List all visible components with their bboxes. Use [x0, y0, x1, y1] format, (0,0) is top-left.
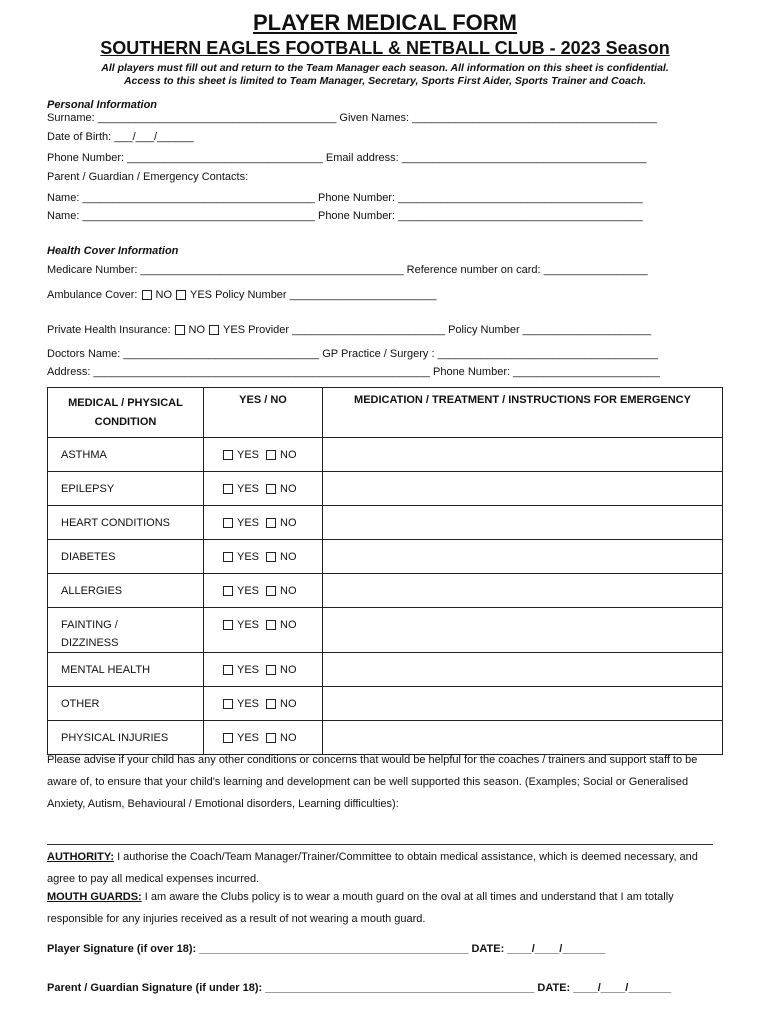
- parent-signature-field[interactable]: Parent / Guardian Signature (if under 18): ____________________________________________ DATE: ____/____/_______: [47, 982, 672, 994]
- mouth-guards-text: I am aware the Clubs policy is to wear a mouth guard on the oval at all times and understand that I am totally responsible for any injuries received as a result of not wearing a mouth guard.: [47, 891, 674, 925]
- no-label: NO: [280, 449, 297, 461]
- player-signature-field[interactable]: Player Signature (if over 18): ____________________________________________ DATE: ____/____/_______: [47, 943, 606, 955]
- no-checkbox[interactable]: [266, 518, 276, 528]
- yes-label: YES: [237, 551, 260, 563]
- condition-label: HEART CONDITIONS: [61, 517, 170, 529]
- instructions-cell[interactable]: [323, 540, 723, 574]
- contact-2-field[interactable]: Name: ______________________________________ Phone Number: ________________________________________: [47, 210, 643, 222]
- confidential-note: All players must fill out and return to the Team Manager each season. All information on this sheet is confidential.: [101, 62, 669, 74]
- instructions-cell[interactable]: [323, 472, 723, 506]
- no-label: NO: [280, 483, 297, 495]
- private-health-row: [47, 324, 651, 336]
- table-header-row: [48, 388, 723, 438]
- personal-info-heading: Personal Information: [47, 99, 158, 111]
- emergency-contacts-label: Parent / Guardian / Emergency Contacts:: [47, 171, 249, 183]
- ambulance-yes-label[interactable]: YES Policy Number ________________________: [190, 289, 437, 301]
- yes-checkbox[interactable]: [223, 620, 233, 630]
- address-phone-field[interactable]: Address: _______________________________________________________ Phone Number: ________________________: [47, 366, 660, 378]
- mouth-guards-label: MOUTH GUARDS:: [47, 891, 142, 903]
- table-row: [48, 438, 723, 472]
- table-row: [48, 608, 723, 653]
- other-conditions-answer-line[interactable]: [47, 844, 713, 845]
- no-label: NO: [280, 551, 297, 563]
- authority-label: AUTHORITY:: [47, 851, 115, 863]
- medicare-field[interactable]: Medicare Number: ___________________________________________ Reference number on card: _________________: [47, 264, 648, 276]
- private-no-label: NO: [188, 324, 206, 336]
- doctor-gp-field[interactable]: Doctors Name: ________________________________ GP Practice / Surgery : ____________________________________: [47, 348, 658, 360]
- table-row: [48, 687, 723, 721]
- ambulance-no-checkbox[interactable]: [142, 290, 152, 300]
- no-checkbox[interactable]: [266, 586, 276, 596]
- surname-given-names-field[interactable]: Surname: _______________________________________ Given Names: ________________________________________: [47, 112, 657, 124]
- yes-checkbox[interactable]: [223, 518, 233, 528]
- no-label: NO: [280, 619, 297, 631]
- authority-paragraph: [47, 846, 727, 890]
- no-checkbox[interactable]: [266, 733, 276, 743]
- condition-label: ASTHMA: [61, 449, 107, 461]
- yes-label: YES: [237, 585, 260, 597]
- no-checkbox[interactable]: [266, 552, 276, 562]
- authority-text: I authorise the Coach/Team Manager/Trainer/Committee to obtain medical assistance, which is deemed necessary, and agree to pay all medical expenses incurred.: [47, 851, 698, 885]
- ambulance-cover-label: Ambulance Cover:: [47, 289, 138, 301]
- instructions-cell[interactable]: [323, 687, 723, 721]
- condition-label: DIABETES: [61, 551, 116, 563]
- table-row: [48, 653, 723, 687]
- yes-no-column-header: YES / NO: [204, 388, 323, 438]
- private-health-label: Private Health Insurance:: [47, 324, 171, 336]
- no-label: NO: [280, 732, 297, 744]
- yes-label: YES: [237, 483, 260, 495]
- yes-checkbox[interactable]: [223, 484, 233, 494]
- private-yes-checkbox[interactable]: [209, 325, 219, 335]
- mouth-guards-paragraph: [47, 886, 727, 930]
- yes-label: YES: [237, 664, 260, 676]
- no-label: NO: [280, 585, 297, 597]
- instructions-cell[interactable]: [323, 506, 723, 540]
- other-conditions-prompt: Please advise if your child has any other conditions or concerns that would be helpful for the coaches / trainers and support staff to be aware of, to ensure that your child's learning and development can be well supported this season. (Examples; Social or Generalised Anxiety, Autism, Behavioural / Emotional disorders, Learning difficulties):: [47, 754, 698, 810]
- condition-label: FAINTING / DIZZINESS: [61, 619, 119, 649]
- club-season-subtitle: SOUTHERN EAGLES FOOTBALL & NETBALL CLUB - 2023 Season: [100, 38, 670, 58]
- yes-checkbox[interactable]: [223, 586, 233, 596]
- phone-email-field[interactable]: Phone Number: ________________________________ Email address: ________________________________________: [47, 152, 647, 164]
- ambulance-yes-checkbox[interactable]: [176, 290, 186, 300]
- table-row: [48, 540, 723, 574]
- instructions-cell[interactable]: [323, 438, 723, 472]
- yes-label: YES: [237, 619, 260, 631]
- ambulance-no-label: NO: [155, 289, 172, 301]
- no-checkbox[interactable]: [266, 450, 276, 460]
- yes-label: YES: [237, 698, 260, 710]
- condition-label: MENTAL HEALTH: [61, 664, 151, 676]
- condition-label: PHYSICAL INJURIES: [61, 732, 169, 744]
- no-label: NO: [280, 517, 297, 529]
- no-label: NO: [280, 664, 297, 676]
- table-row: [48, 574, 723, 608]
- instructions-cell[interactable]: [323, 653, 723, 687]
- no-checkbox[interactable]: [266, 665, 276, 675]
- health-cover-heading: Health Cover Information: [47, 245, 179, 257]
- yes-checkbox[interactable]: [223, 665, 233, 675]
- condition-label: OTHER: [61, 698, 100, 710]
- medication-column-header: MEDICATION / TREATMENT / INSTRUCTIONS FOR EMERGENCY: [323, 388, 723, 438]
- yes-checkbox[interactable]: [223, 450, 233, 460]
- condition-column-header: MEDICAL / PHYSICAL CONDITION: [48, 388, 204, 438]
- private-yes-label[interactable]: YES Provider _________________________ Policy Number _____________________: [223, 324, 652, 336]
- table-row: [48, 472, 723, 506]
- yes-checkbox[interactable]: [223, 733, 233, 743]
- access-note: Access to this sheet is limited to Team Manager, Secretary, Sports First Aider, Sports Trainer and Coach.: [123, 75, 647, 87]
- no-label: NO: [280, 698, 297, 710]
- instructions-cell[interactable]: [323, 608, 723, 653]
- no-checkbox[interactable]: [266, 699, 276, 709]
- yes-label: YES: [237, 732, 260, 744]
- yes-label: YES: [237, 517, 260, 529]
- medical-conditions-table: [47, 387, 723, 755]
- private-no-checkbox[interactable]: [175, 325, 185, 335]
- table-row: [48, 506, 723, 540]
- condition-label: ALLERGIES: [61, 585, 123, 597]
- condition-label: EPILEPSY: [61, 483, 115, 495]
- no-checkbox[interactable]: [266, 484, 276, 494]
- form-title: PLAYER MEDICAL FORM: [252, 10, 518, 35]
- yes-checkbox[interactable]: [223, 699, 233, 709]
- date-of-birth-field[interactable]: Date of Birth: ___/___/______: [47, 131, 194, 143]
- instructions-cell[interactable]: [323, 574, 723, 608]
- yes-label: YES: [237, 449, 260, 461]
- no-checkbox[interactable]: [266, 620, 276, 630]
- contact-1-field[interactable]: Name: ______________________________________ Phone Number: ________________________________________: [47, 192, 643, 204]
- yes-checkbox[interactable]: [223, 552, 233, 562]
- ambulance-cover-row: [47, 289, 436, 301]
